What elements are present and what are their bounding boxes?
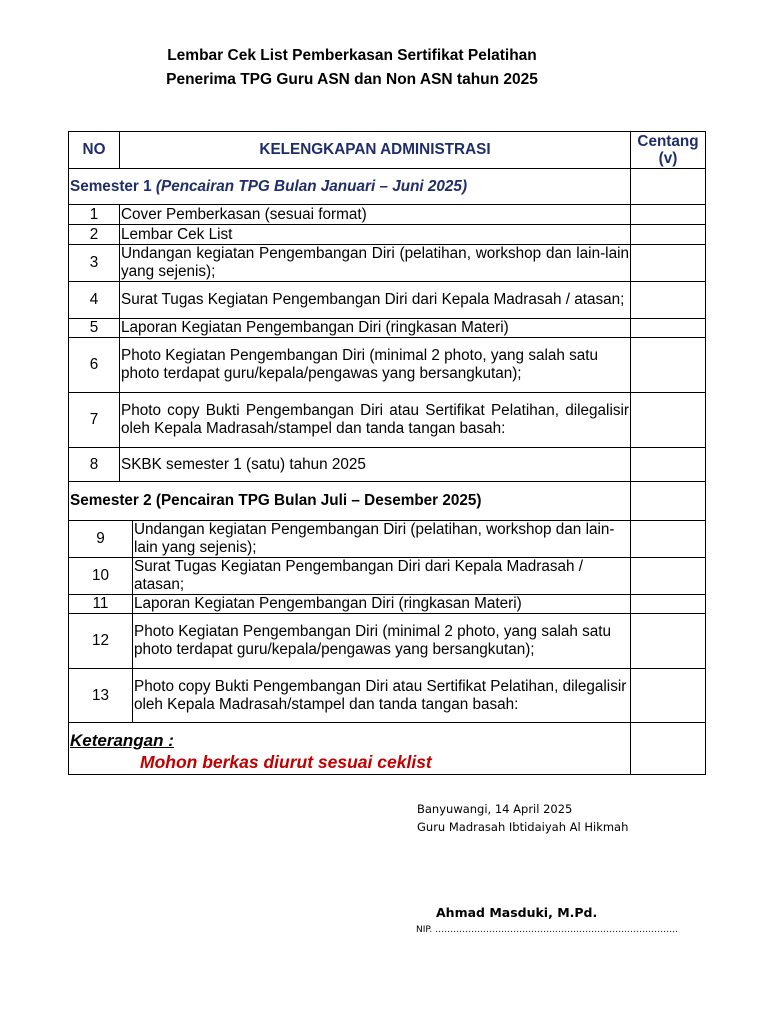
row-text: Surat Tugas Kegiatan Pengembangan Diri dari Kepala Madrasah / atasan; [120, 282, 631, 319]
semester-2-heading: Semester 2 (Pencairan TPG Bulan Juli – Desember 2025) [69, 482, 631, 521]
row-number: 6 [69, 338, 120, 393]
check-cell[interactable] [631, 669, 706, 723]
check-cell[interactable] [631, 282, 706, 319]
row-number: 11 [69, 595, 133, 614]
row-number: 7 [69, 393, 120, 448]
checklist-table [68, 131, 706, 775]
table-row [69, 205, 706, 225]
document-title [0, 44, 704, 92]
title-line-2: Penerima TPG Guru ASN dan Non ASN tahun 2025 [166, 71, 538, 88]
header-item: KELENGKAPAN ADMINISTRASI [120, 132, 631, 169]
row-number: 5 [69, 319, 120, 338]
row-number: 1 [69, 205, 120, 225]
row-number: 13 [69, 669, 133, 723]
table-row [69, 393, 706, 448]
table-row [69, 225, 706, 245]
table-row [69, 558, 706, 595]
row-text: SKBK semester 1 (satu) tahun 2025 [120, 448, 631, 482]
row-text: Cover Pemberkasan (sesuai format) [120, 205, 631, 225]
signature-position: Guru Madrasah Ibtidaiyah Al Hikmah [417, 820, 629, 834]
signature-place-date: Banyuwangi, 14 April 2025 [417, 802, 573, 816]
row-text: Surat Tugas Kegiatan Pengembangan Diri dari Kepala Madrasah / atasan; [133, 558, 631, 595]
check-cell[interactable] [631, 614, 706, 669]
row-number: 2 [69, 225, 120, 245]
check-cell[interactable] [631, 338, 706, 393]
note-cell [69, 723, 631, 775]
table-row [69, 448, 706, 482]
row-number: 12 [69, 614, 133, 669]
table-row [69, 614, 706, 669]
table-row [69, 319, 706, 338]
check-cell[interactable] [631, 205, 706, 225]
row-text: Undangan kegiatan Pengembangan Diri (pelatihan, workshop dan lain-lain yang sejenis); [133, 521, 631, 558]
semester-1-label: Semester 1 [70, 177, 156, 195]
row-text: Laporan Kegiatan Pengembangan Diri (ringkasan Materi) [120, 319, 631, 338]
table-header-row [69, 132, 706, 169]
note-text: Mohon berkas diurut sesuai ceklist [140, 752, 432, 772]
semester-2-row [69, 482, 706, 521]
check-cell[interactable] [631, 595, 706, 614]
row-number: 3 [69, 245, 120, 282]
table-row [69, 245, 706, 282]
row-text: Photo Kegiatan Pengembangan Diri (minimal 2 photo, yang salah satu photo terdapat guru/kepala/pengawas yang bersangkutan); [120, 338, 631, 393]
note-label: Keterangan : [70, 731, 174, 750]
row-number: 8 [69, 448, 120, 482]
header-check [631, 132, 706, 169]
signature-name: Ahmad Masduki, M.Pd. [436, 905, 598, 920]
table-row [69, 595, 706, 614]
check-cell[interactable] [631, 558, 706, 595]
row-text: Photo copy Bukti Pengembangan Diri atau Sertifikat Pelatihan, dilegalisir oleh Kepala Madrasah/stampel dan tanda tangan basah: [120, 393, 631, 448]
note-row [69, 723, 706, 775]
semester-1-period: (Pencairan TPG Bulan Januari – Juni 2025) [155, 177, 468, 195]
header-check-line-2: (v) [658, 150, 678, 167]
check-cell[interactable] [631, 169, 706, 205]
row-number: 9 [69, 521, 133, 558]
header-no: NO [69, 132, 120, 169]
header-check-line-1: Centang [637, 133, 699, 150]
signature-nip: NIP. ……………………………………………………………………… [416, 925, 679, 935]
title-line-1: Lembar Cek List Pemberkasan Sertifikat Pelatihan [167, 47, 537, 64]
check-cell[interactable] [631, 225, 706, 245]
row-text: Lembar Cek List [120, 225, 631, 245]
check-cell[interactable] [631, 245, 706, 282]
row-text: Undangan kegiatan Pengembangan Diri (pelatihan, workshop dan lain-lain yang sejenis); [121, 245, 629, 280]
check-cell[interactable] [631, 319, 706, 338]
row-number: 4 [69, 282, 120, 319]
row-text: Photo Kegiatan Pengembangan Diri (minimal 2 photo, yang salah satu photo terdapat guru/kepala/pengawas yang bersangkutan); [133, 614, 631, 669]
table-row [69, 521, 706, 558]
row-number: 10 [69, 558, 133, 595]
row-text: Photo copy Bukti Pengembangan Diri atau Sertifikat Pelatihan, dilegalisir oleh Kepala Madrasah/stampel dan tanda tangan basah: [133, 669, 631, 723]
check-cell[interactable] [631, 482, 706, 521]
check-cell[interactable] [631, 393, 706, 448]
check-cell[interactable] [631, 723, 706, 775]
check-cell[interactable] [631, 448, 706, 482]
table-row [69, 338, 706, 393]
row-text: Laporan Kegiatan Pengembangan Diri (ringkasan Materi) [133, 595, 631, 614]
table-row [69, 282, 706, 319]
semester-1-heading [69, 169, 631, 205]
semester-1-row [69, 169, 706, 205]
table-row [69, 669, 706, 723]
check-cell[interactable] [631, 521, 706, 558]
